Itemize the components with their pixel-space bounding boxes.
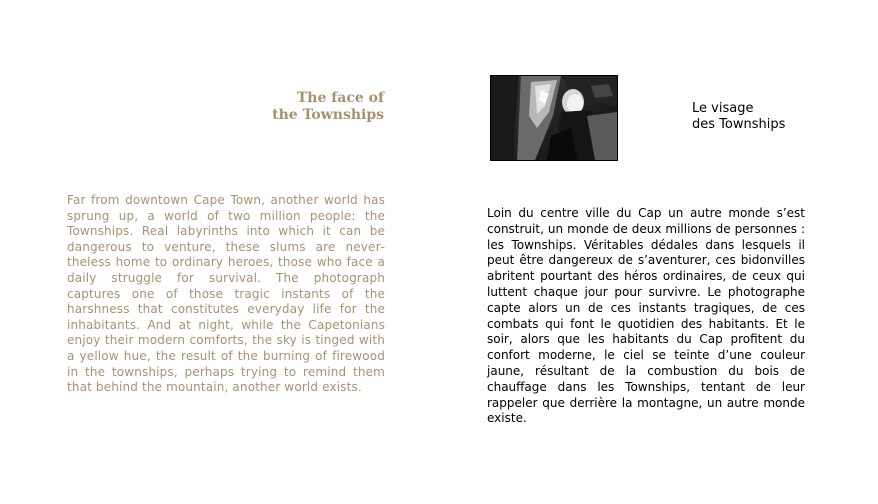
french-title-line-2: des Townships [692, 117, 786, 132]
english-body-text: Far from downtown Cape Town, another world has sprung up, a world of two million people: the Townships. Real labyrinths into which it can be dangerous to venture, these slums are nevertheless home to ordinary heroes, those who face a daily struggle for survival. The photograph captures one of those tragic instants of the harshness that constitutes everyday life for the inhabitants. And at night, while the Capetonians enjoy their modern comforts, the sky is tinged with a yellow hue, the result of the burning of firewood in the townships, perhaps trying to remind them that behind the mountain, another world exists. [67, 193, 385, 395]
photo-image [491, 76, 617, 160]
english-title-line-1: The face of [296, 90, 384, 106]
english-title-line-2: the Townships [272, 107, 384, 123]
french-body-text: Loin du centre ville du Cap un autre monde s’est construit, un monde de deux millions de personnes : les Townships. Véritables dédales dans lesquels il peut être dangereux de s’aventurer, ces bidonvilles abritent pourtant des héros ordinaires, de ceux qui luttent chaque jour pour survivre. Le photographe capte alors un de ces instants tragiques, de ces combats qui font le quotidien des habitants. Et le soir, alors que les habitants du Cap profitent du confort moderne, le ciel se teinte d’une couleur jaune, résultant de la combustion du bois de chauffage dans les Townships, tentant de leur rappeler que derrière la montagne, un autre monde existe. [487, 206, 805, 426]
french-title [692, 101, 785, 133]
french-title-line-1: Le visage [692, 101, 754, 116]
township-photograph [490, 75, 618, 161]
english-title [250, 90, 384, 124]
